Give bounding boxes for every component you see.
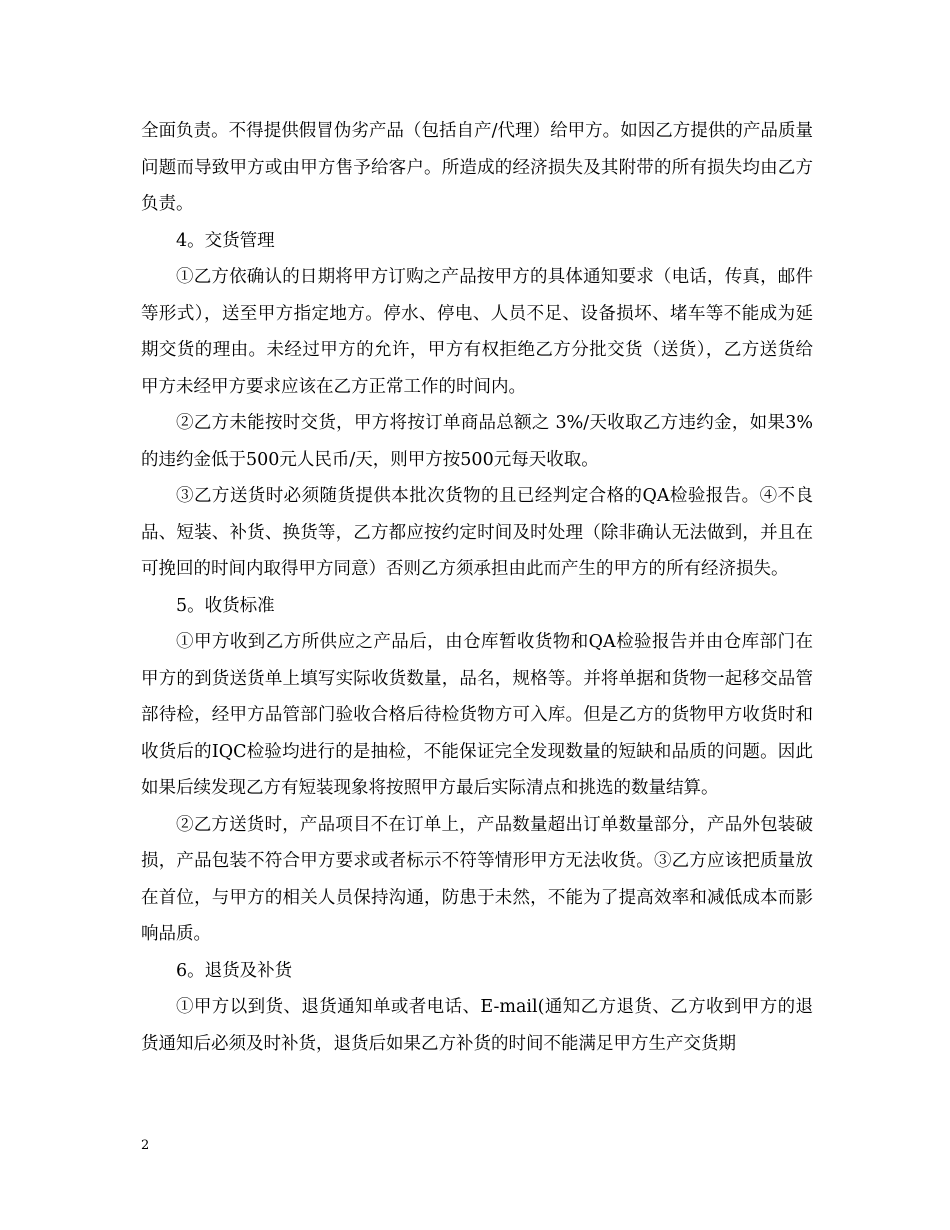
paragraph-returns-1: ①甲方以到货、退货通知单或者电话、E-mail(通知乙方退货、乙方收到甲方的退货通知后必须及时补货，退货后如果乙方补货的时间不能满足甲方生产交货期 (141, 997, 813, 1054)
paragraph-continued: 全面负责。不得提供假冒伪劣产品（包括自产/代理）给甲方。如因乙方提供的产品质量问题而导致甲方或由甲方售予给客户。所造成的经济损失及其附带的所有损失均由乙方负责。 (141, 121, 813, 214)
paragraph-delivery-2: ②乙方未能按时交货，甲方将按订单商品总额之 3%/天收取乙方违约金，如果3%的违约金低于500元人民币/天，则甲方按500元每天收取。 (141, 413, 813, 470)
paragraph-receiving-2: ②乙方送货时，产品项目不在订单上，产品数量超出订单数量部分，产品外包装破损，产品包装不符合甲方要求或者标示不符等情形甲方无法收货。③乙方应该把质量放在首位，与甲方的相关人员保持沟通，防患于未然，不能为了提高效率和减低成本而影响品质。 (141, 814, 813, 944)
paragraph-delivery-3: ③乙方送货时必须随货提供本批次货物的且已经判定合格的QA检验报告。④不良品、短装、补货、换货等，乙方都应按约定时间及时处理（除非确认无法做到，并且在可挽回的时间内取得甲方同意）否则乙方须承担由此而产生的甲方的所有经济损失。 (141, 486, 813, 579)
section-heading-returns: 6。退货及补货 (176, 960, 293, 981)
page-number: 2 (141, 1138, 150, 1153)
section-heading-receiving: 5。收货标准 (176, 595, 275, 616)
paragraph-delivery-1: ①乙方依确认的日期将甲方订购之产品按甲方的具体通知要求（电话，传真，邮件等形式），送至甲方指定地方。停水、停电、人员不足、设备损坏、堵车等不能成为延期交货的理由。未经过甲方的允许，甲方有权拒绝乙方分批交货（送货），乙方送货给甲方未经甲方要求应该在乙方正常工作的时间内。 (141, 267, 813, 397)
paragraph-receiving-1: ①甲方收到乙方所供应之产品后，由仓库暂收货物和QA检验报告并由仓库部门在甲方的到货送货单上填写实际收货数量，品名，规格等。并将单据和货物一起移交品管部待检，经甲方品管部门验收合格后待检货物方可入库。但是乙方的货物甲方收货时和收货后的IQC检验均进行的是抽检，不能保证完全发现数量的短缺和品质的问题。因此如果后续发现乙方有短装现象将按照甲方最后实际清点和挑选的数量结算。 (141, 632, 813, 798)
document-body (141, 113, 813, 1062)
section-heading-delivery: 4。交货管理 (176, 230, 275, 251)
